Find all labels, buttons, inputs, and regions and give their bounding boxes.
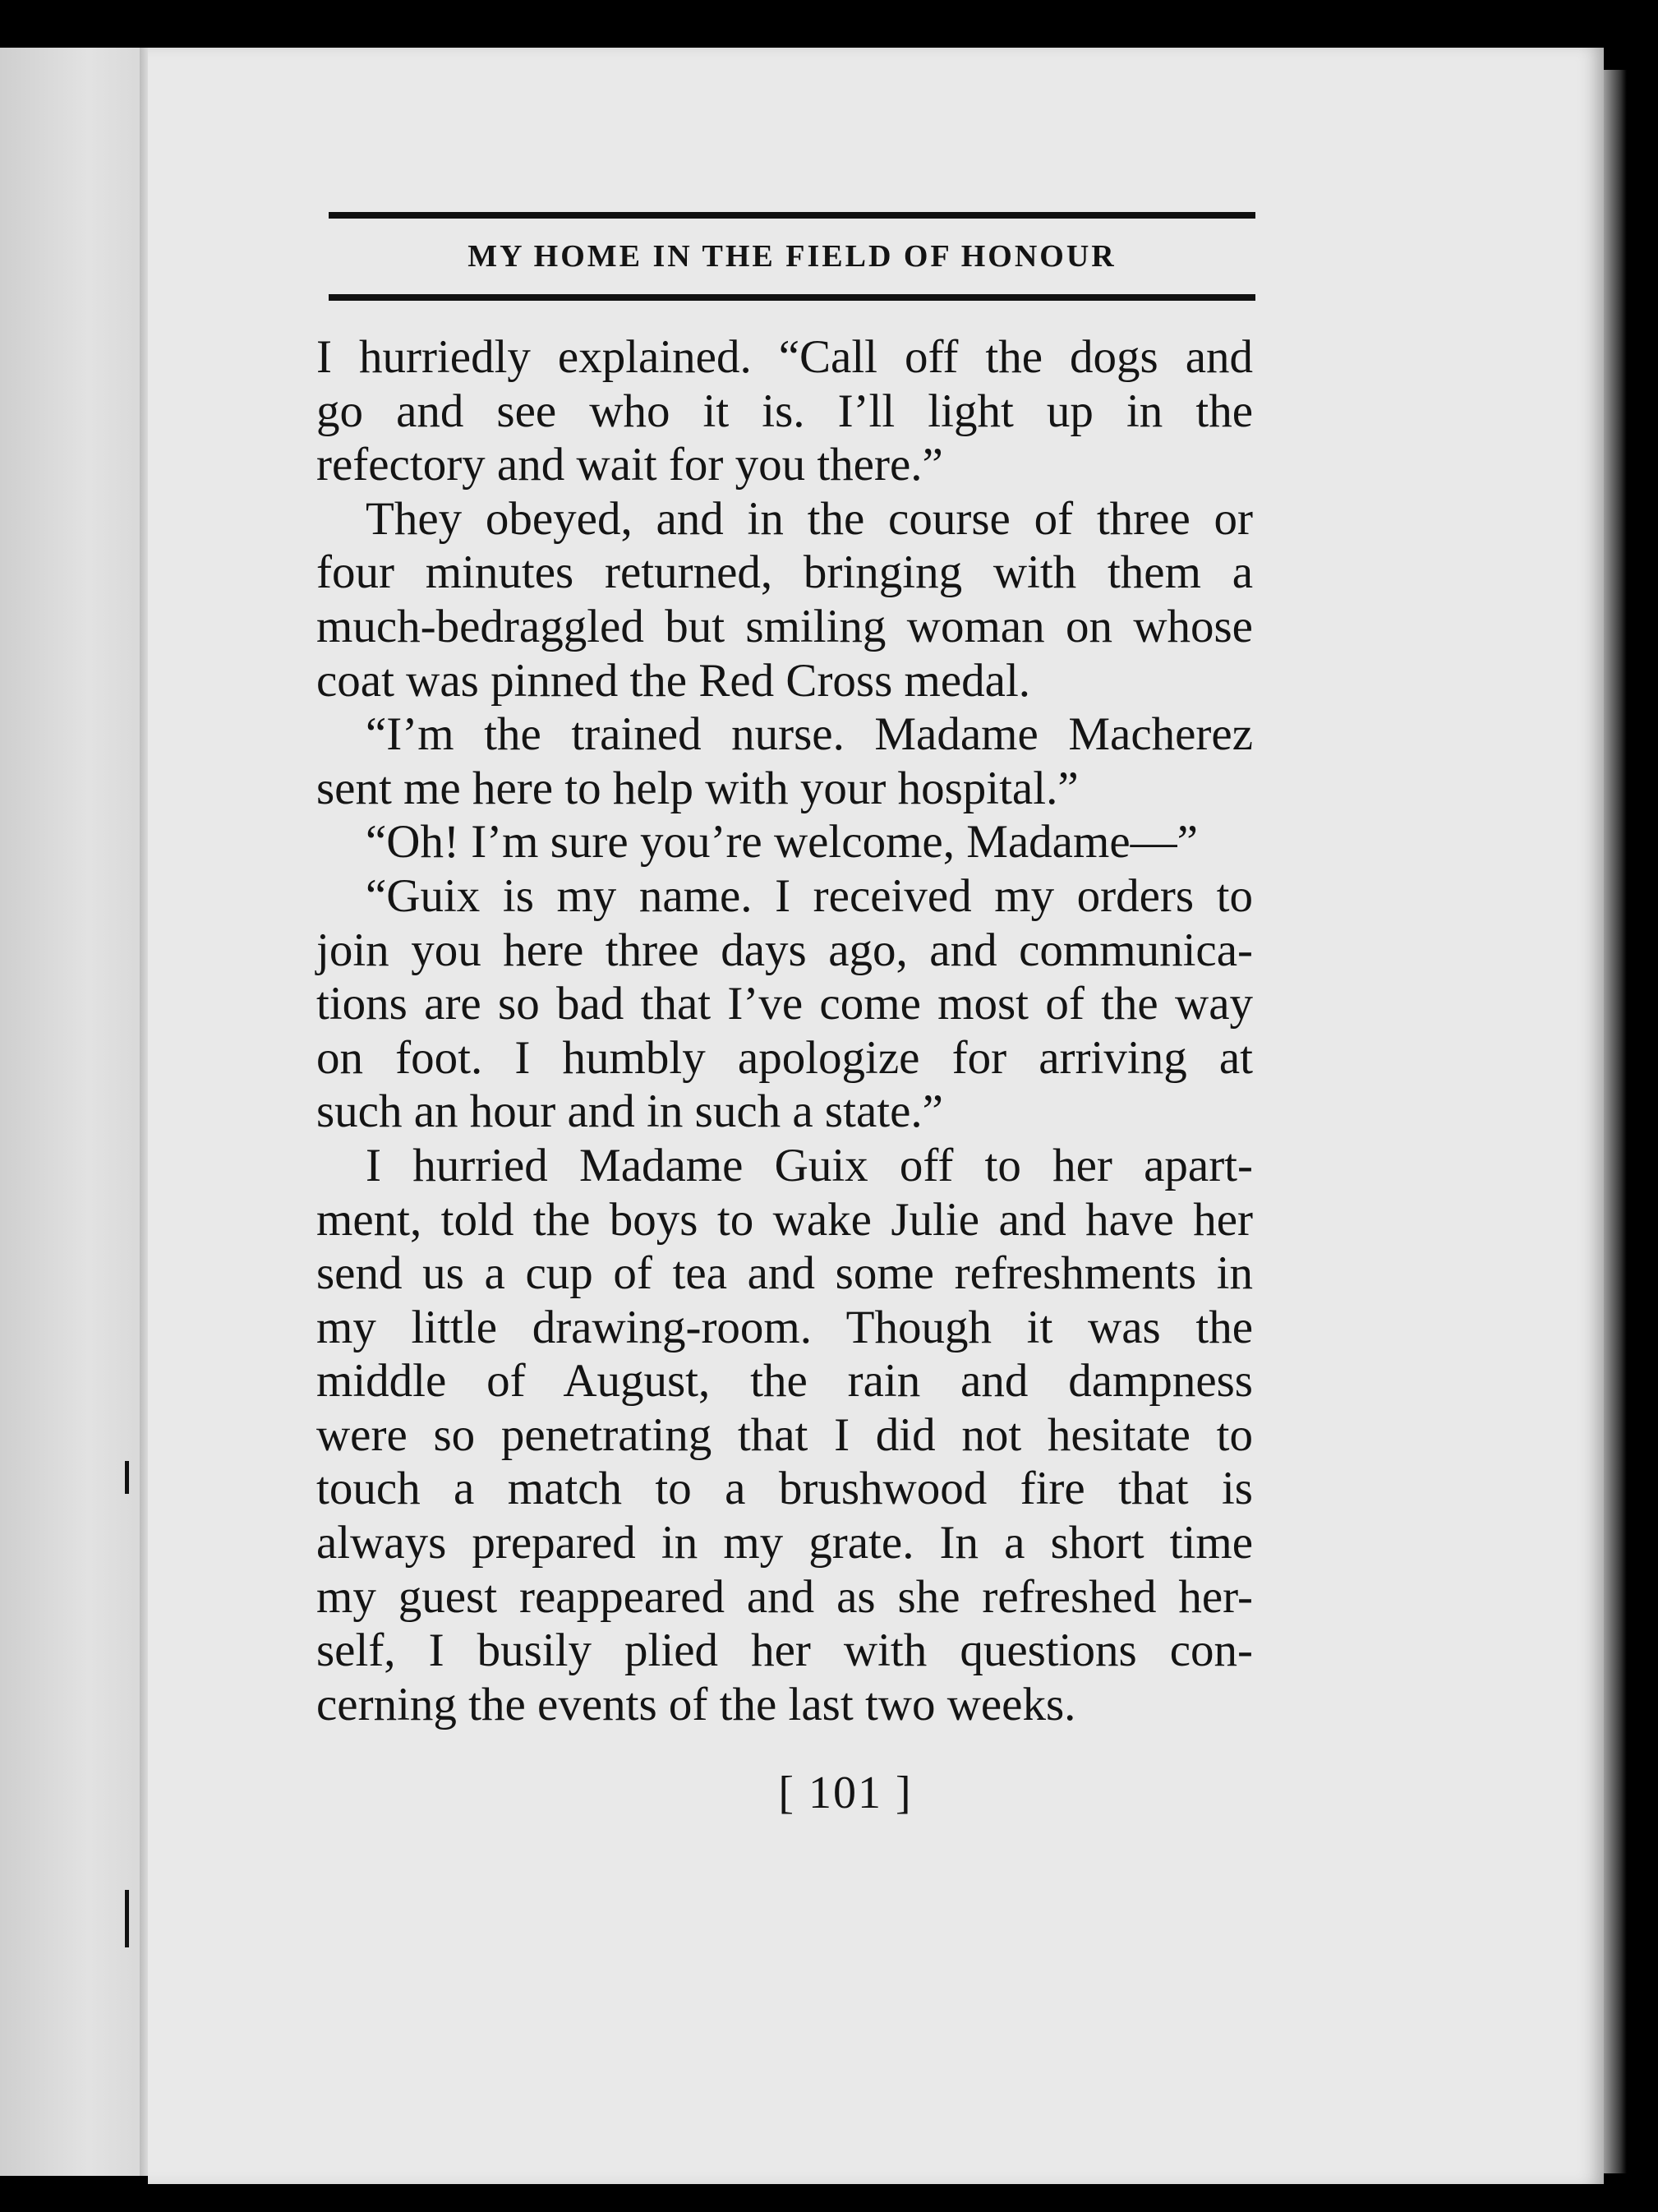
text-line: such an hour and in such a state.”	[316, 1085, 943, 1138]
text-line: four minutes returned, bringing with them a	[316, 546, 1253, 599]
text-line: They obeyed, and in the course of three or	[366, 492, 1253, 545]
header-rule-top	[329, 212, 1255, 219]
text-line: much-bedraggled but smiling woman on whose	[316, 600, 1253, 652]
body-text	[316, 330, 1253, 1731]
text-line: on foot. I humbly apologize for arriving at	[316, 1031, 1253, 1084]
text-line: my guest reappeared and as she refreshed her-	[316, 1570, 1253, 1623]
text-line: touch a match to a brushwood fire that is	[316, 1463, 1253, 1515]
text-line: my little drawing-room. Though it was the	[316, 1301, 1253, 1353]
text-line: “Oh! I’m sure you’re welcome, Madame—”	[366, 816, 1198, 869]
running-head	[329, 212, 1255, 304]
text-line: “Guix is my name. I received my orders to	[366, 869, 1253, 922]
text-line: ment, told the boys to wake Julie and have her	[316, 1193, 1253, 1246]
text-line: were so penetrating that I did not hesitate to	[316, 1408, 1253, 1461]
text-line: go and see who it is. I’ll light up in the	[316, 385, 1253, 437]
text-line: I hurried Madame Guix off to her apart-	[366, 1139, 1253, 1191]
text-line: self, I busily plied her with questions con-	[316, 1624, 1253, 1677]
running-head-title: MY HOME IN THE FIELD OF HONOUR	[467, 239, 1117, 274]
text-line: send us a cup of tea and some refreshments in	[316, 1247, 1253, 1300]
text-line: always prepared in my grate. In a short time	[316, 1517, 1253, 1569]
right-page-edge	[1604, 70, 1627, 2173]
text-line: tions are so bad that I’ve come most of the way	[316, 978, 1253, 1030]
text-line: I hurriedly explained. “Call off the dogs and	[316, 331, 1253, 383]
facing-page-edge	[0, 48, 148, 2176]
header-rule-bottom	[329, 294, 1255, 301]
page-edge-mark	[125, 1890, 129, 1947]
text-line: sent me here to help with your hospital.”	[316, 762, 1079, 814]
text-line: join you here three days ago, and communica-	[316, 924, 1253, 976]
text-line: “I’m the trained nurse. Madame Macherez	[366, 708, 1253, 761]
text-line: cerning the events of the last two weeks.	[316, 1678, 1076, 1730]
page-number	[0, 1767, 1658, 1819]
text-line: coat was pinned the Red Cross medal.	[316, 654, 1031, 707]
page-number-text: [ 101 ]	[778, 1767, 913, 1818]
page-edge-mark	[125, 1461, 129, 1494]
text-line: refectory and wait for you there.”	[316, 439, 943, 491]
text-line: middle of August, the rain and dampness	[316, 1355, 1253, 1408]
